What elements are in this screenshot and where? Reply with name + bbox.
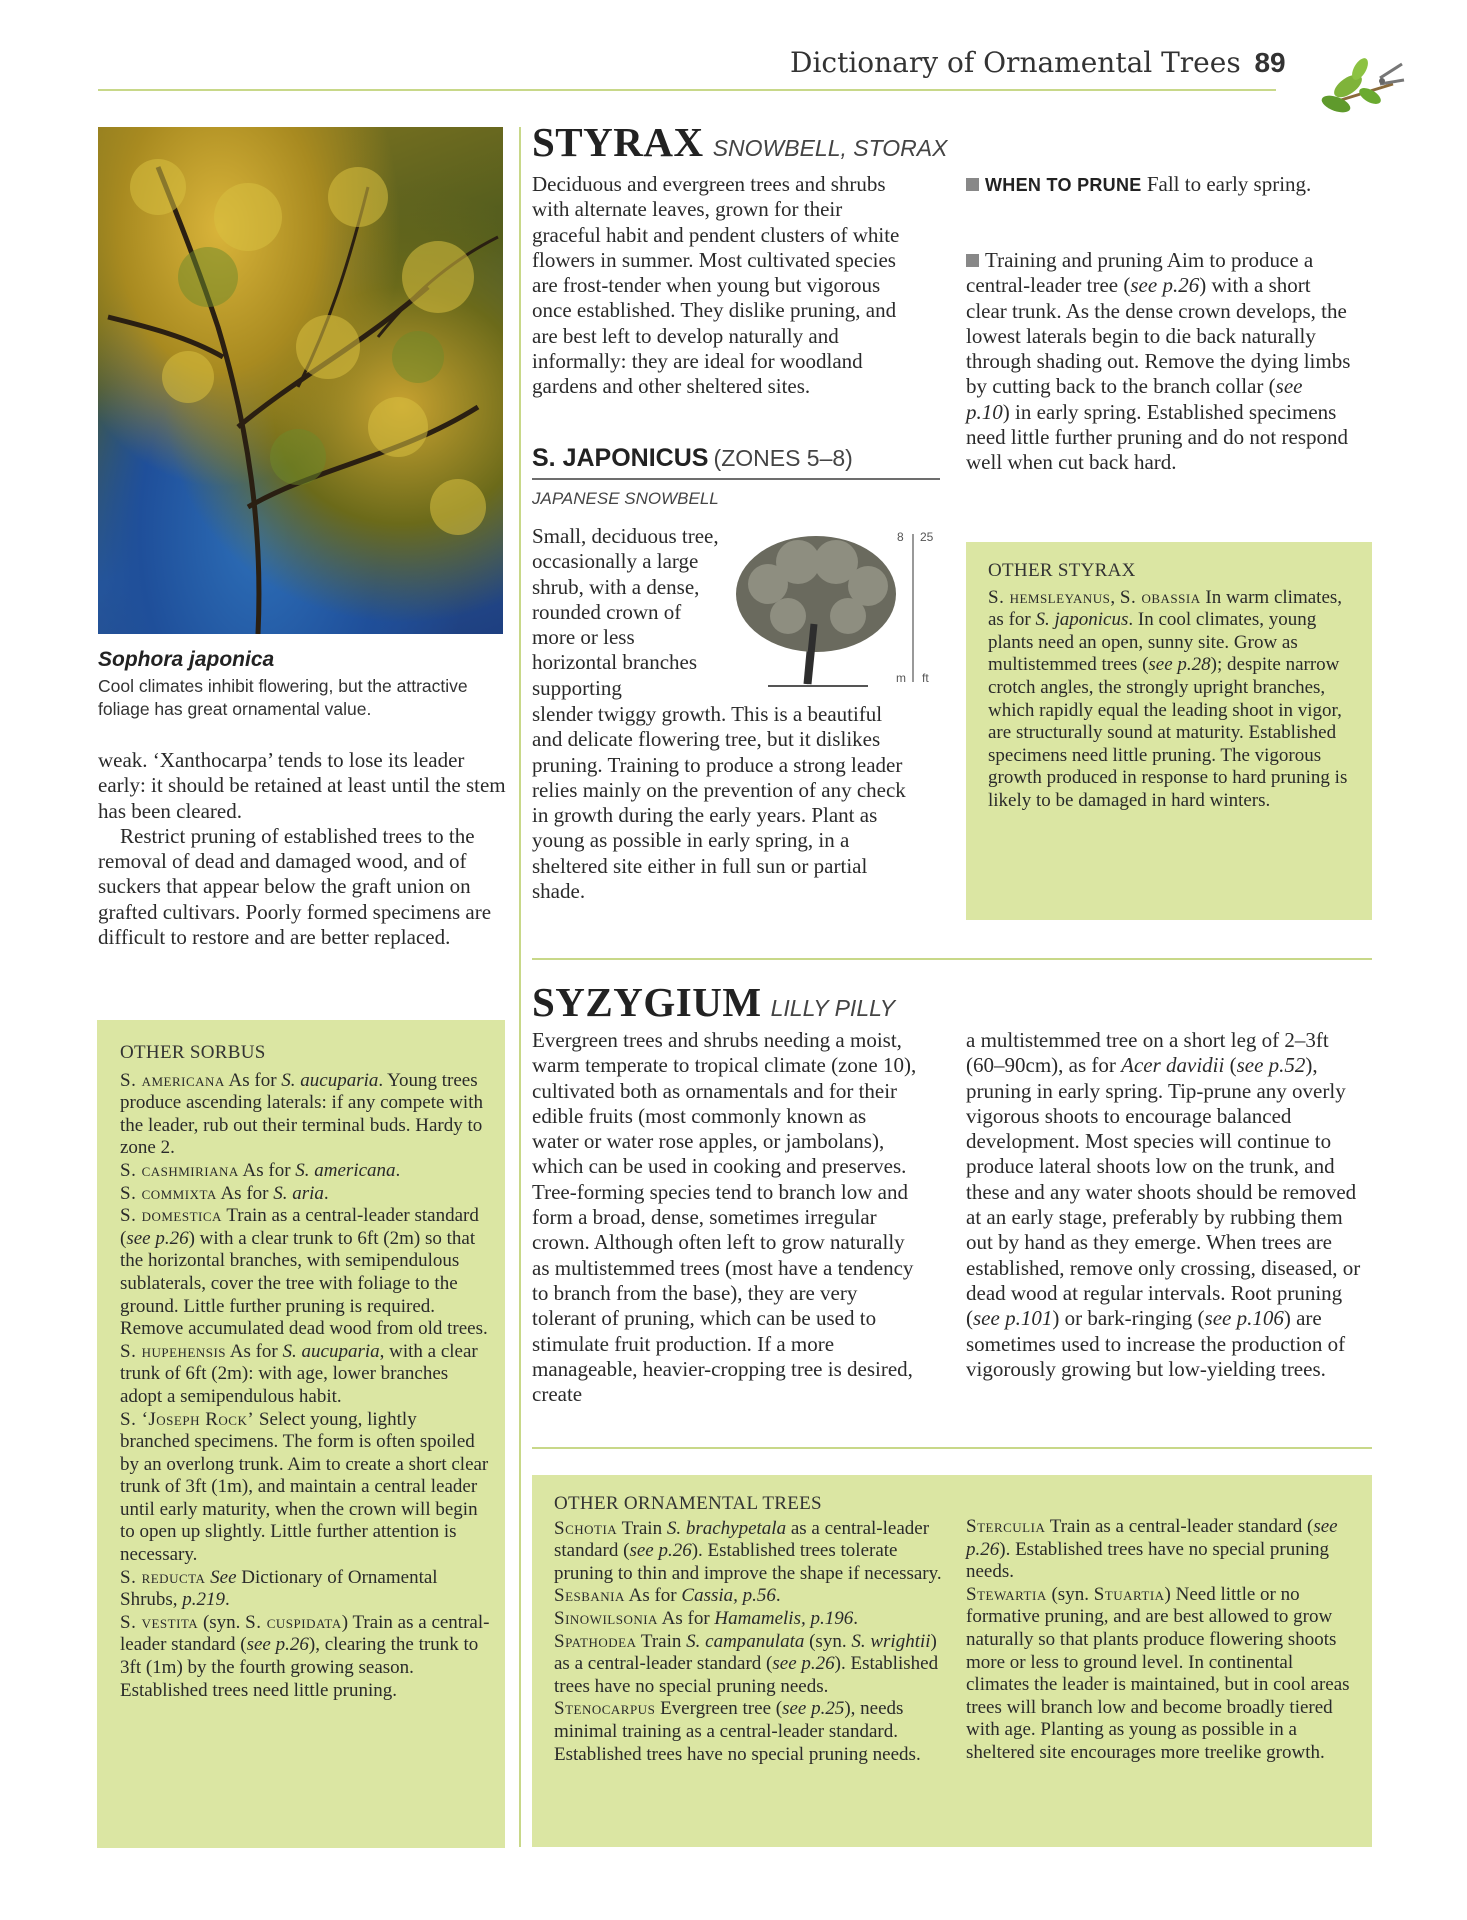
section-rule-2 [532, 1447, 1372, 1449]
sophora-paragraph-1: weak. ‘Xanthocarpa’ tends to lose its leader early: it should be retained at least until the stem has been cleared. [98, 748, 506, 823]
scale-label-m: m [896, 671, 906, 685]
list-item: Sesbania As for Cassia, p.56. [554, 1585, 781, 1607]
species-title: S. JAPONICUS (ZONES 5–8) [532, 444, 853, 472]
list-item: Sterculia Train as a central-leader standard (see p.26). Established trees have no special pruning needs. [966, 1516, 1338, 1583]
leaf-and-shears-icon [1298, 34, 1408, 124]
list-item: S. hemsleyanus, S. obassia In warm climates, as for S. japonicus. In cool climates, young plants need an open, sunny site. Grow as multistemmed trees (see p.28); despite narrow crotch angles, the strongly upright branches, which rapidly equal the leading shoot in vigor, are structurally sound at maturity. Established specimens need little pruning. The vigorous growth produced in response to hard pruning is likely to be damaged in hard winters. [988, 586, 1348, 811]
other-ornamental-heading: OTHER ORNAMENTAL TREES [554, 1493, 822, 1514]
running-header [790, 44, 1286, 80]
syzygium-col1: Evergreen trees and shrubs needing a moist, warm temperate to tropical climate (zone 10), cultivated both as ornamentals and for their edible fruits (most commonly known as water or water rose apples, or jambolans), which can be used in cooking and preserves. Tree-forming species tend to branch low and form a broad, dense, sometimes irregular crown. Although often left to grow naturally as multistemmed trees (most have a tendency to branch from the base), they are very tolerant of pruning, which can be used to stimulate fruit production. If a more manageable, heavier-cropping tree is desired, create [532, 1028, 917, 1407]
training-and-pruning: Training and pruning Aim to produce a central-leader tree (see p.26) with a short clear trunk. As the dense crown develops, the lowest laterals begin to die back naturally through shading out. Remove the dying limbs by cutting back to the branch collar (see p.10) in early spring. Established specimens need little further pruning and do not respond well when cut back hard. [966, 248, 1351, 475]
sophora-continued [98, 748, 506, 950]
syzygium-title: SYZYGIUM LILLY PILLY [532, 979, 896, 1025]
header-title: Dictionary of Ornamental Trees [790, 46, 1241, 79]
header-rule [98, 89, 1276, 91]
bullet-square-icon [966, 178, 979, 191]
species-common-name: JAPANESE SNOWBELL [532, 489, 719, 508]
bullet-square-icon [966, 254, 979, 267]
species-description-a: Small, deciduous tree, occasionally a large shrub, with a dense, rounded crown of more or less horizontal branches supporting [532, 524, 719, 700]
list-item: S. reducta See Dictionary of Ornamental Shrubs, p.219. [120, 1566, 438, 1611]
scale-top-m: 8 [897, 530, 904, 544]
styrax-intro: Deciduous and evergreen trees and shrubs with alternate leaves, grown for their graceful habit and pendent clusters of white flowers in summer. Most cultivated species are frost-tender when young but vigorous once established. They dislike pruning, and are best left to develop naturally and informally: they are ideal for woodland gardens and other sheltered sites. [532, 172, 900, 399]
sophora-photo [98, 127, 503, 634]
photo-caption-title: Sophora japonica [98, 648, 275, 671]
styrax-title: STYRAX SNOWBELL, STORAX [532, 119, 948, 165]
when-to-prune: WHEN TO PRUNE Fall to early spring. [966, 172, 1341, 198]
list-item: Sinowilsonia As for Hamamelis, p.196. [554, 1607, 858, 1629]
photo-caption-text: Cool climates inhibit flowering, but the attractive foliage has great ornamental value. [98, 676, 468, 719]
tree-silhouette-icon [728, 524, 903, 689]
list-item: S. hupehensis As for S. aucuparia, with a clear trunk of 6ft (2m): with age, lower branches adopt a semipendulous habit. [120, 1340, 478, 1407]
list-item: S. domestica Train as a central-leader standard (see p.26) with a clear trunk to 6ft (2m) so that the horizontal branches, with semipendulous sublaterals, cover the tree with foliage to the ground. Little further pruning is required. Remove accumulated dead wood from old trees. [120, 1205, 488, 1340]
other-sorbus-box [97, 1020, 505, 1848]
other-styrax-box [966, 542, 1372, 920]
list-item: S. ‘Joseph Rock’ Select young, lightly branched specimens. The form is often spoiled by an overlong trunk. Aim to create a short clear trunk of 3ft (1m), and maintain a central leader until early maturity, when the crown will begin to open up slightly. Little further attention is necessary. [120, 1408, 489, 1566]
list-item: Stenocarpus Evergreen tree (see p.25), needs minimal training as a central-leader standard. Established trees have no special pruning needs. [554, 1698, 921, 1765]
scale-label-ft: ft [922, 671, 929, 685]
sophora-paragraph-2: Restrict pruning of established trees to the removal of dead and damaged wood, and of suckers that appear below the graft union on grafted cultivars. Poorly formed specimens are difficult to restore and are better replaced. [98, 823, 492, 950]
list-item: S. americana As for S. aucuparia. Young trees produce ascending laterals: if any compete with the leader, rub out their terminal buds. Hardy to zone 2. [120, 1069, 483, 1159]
list-item: S. vestita (syn. S. cuspidata) Train as a central-leader standard (see p.26), clearing the trunk to 3ft (1m) by the fourth growing season. Established trees need little pruning. [120, 1611, 490, 1701]
list-item: Spathodea Train S. campanulata (syn. S. wrightii) as a central-leader standard (see p.26). Established trees have no special pruning needs. [554, 1630, 939, 1697]
syzygium-col2: a multistemmed tree on a short leg of 2–3ft (60–90cm), as for Acer davidii (see p.52), pruning in early spring. Tip-prune any overly vigorous shoots to encourage balanced development. Most species will continue to produce lateral shoots low on the trunk, and these and any water shoots should be removed at an early stage, preferably by rubbing them out by hand as they emerge. When trees are established, remove only crossing, diseased, or dead wood at regular intervals. Root pruning (see p.101) or bark-ringing (see p.106) are sometimes used to increase the production of vigorously growing but low-yielding trees. [966, 1028, 1361, 1381]
column-divider [519, 127, 521, 1847]
other-ornamental-box [532, 1475, 1372, 1847]
list-item: S. cashmiriana As for S. americana. [120, 1159, 401, 1181]
list-item: Schotia Train S. brachypetala as a central-leader standard (see p.26). Established trees tolerate pruning to thin and improve the shape if necessary. [554, 1517, 942, 1584]
species-rule [532, 478, 940, 480]
scale-top-ft: 25 [920, 530, 934, 544]
page-number: 89 [1254, 47, 1286, 78]
section-rule [532, 958, 1372, 960]
list-item: Stewartia (syn. Stuartia) Need little or no formative pruning, and are best allowed to grow naturally so that plants produce flowering shoots more or less to ground level. In continental climates the leader is maintained, but in cool areas trees will branch low and become broadly tiered with age. Planting as young as possible in a sheltered site encourages more treelike growth. [966, 1583, 1350, 1763]
other-styrax-heading: OTHER STYRAX [988, 560, 1136, 581]
height-scale-bar [912, 534, 914, 682]
list-item: S. commixta As for S. aria. [120, 1182, 329, 1204]
other-sorbus-heading: OTHER SORBUS [120, 1042, 266, 1063]
species-description-b: slender twiggy growth. This is a beautiful and delicate flowering tree, but it dislikes pruning. Training to produce a strong leader relies mainly on the prevention of any check in growth during the early years. Plant as young as possible in early spring, in a sheltered site either in full sun or partial shade. [532, 702, 906, 904]
